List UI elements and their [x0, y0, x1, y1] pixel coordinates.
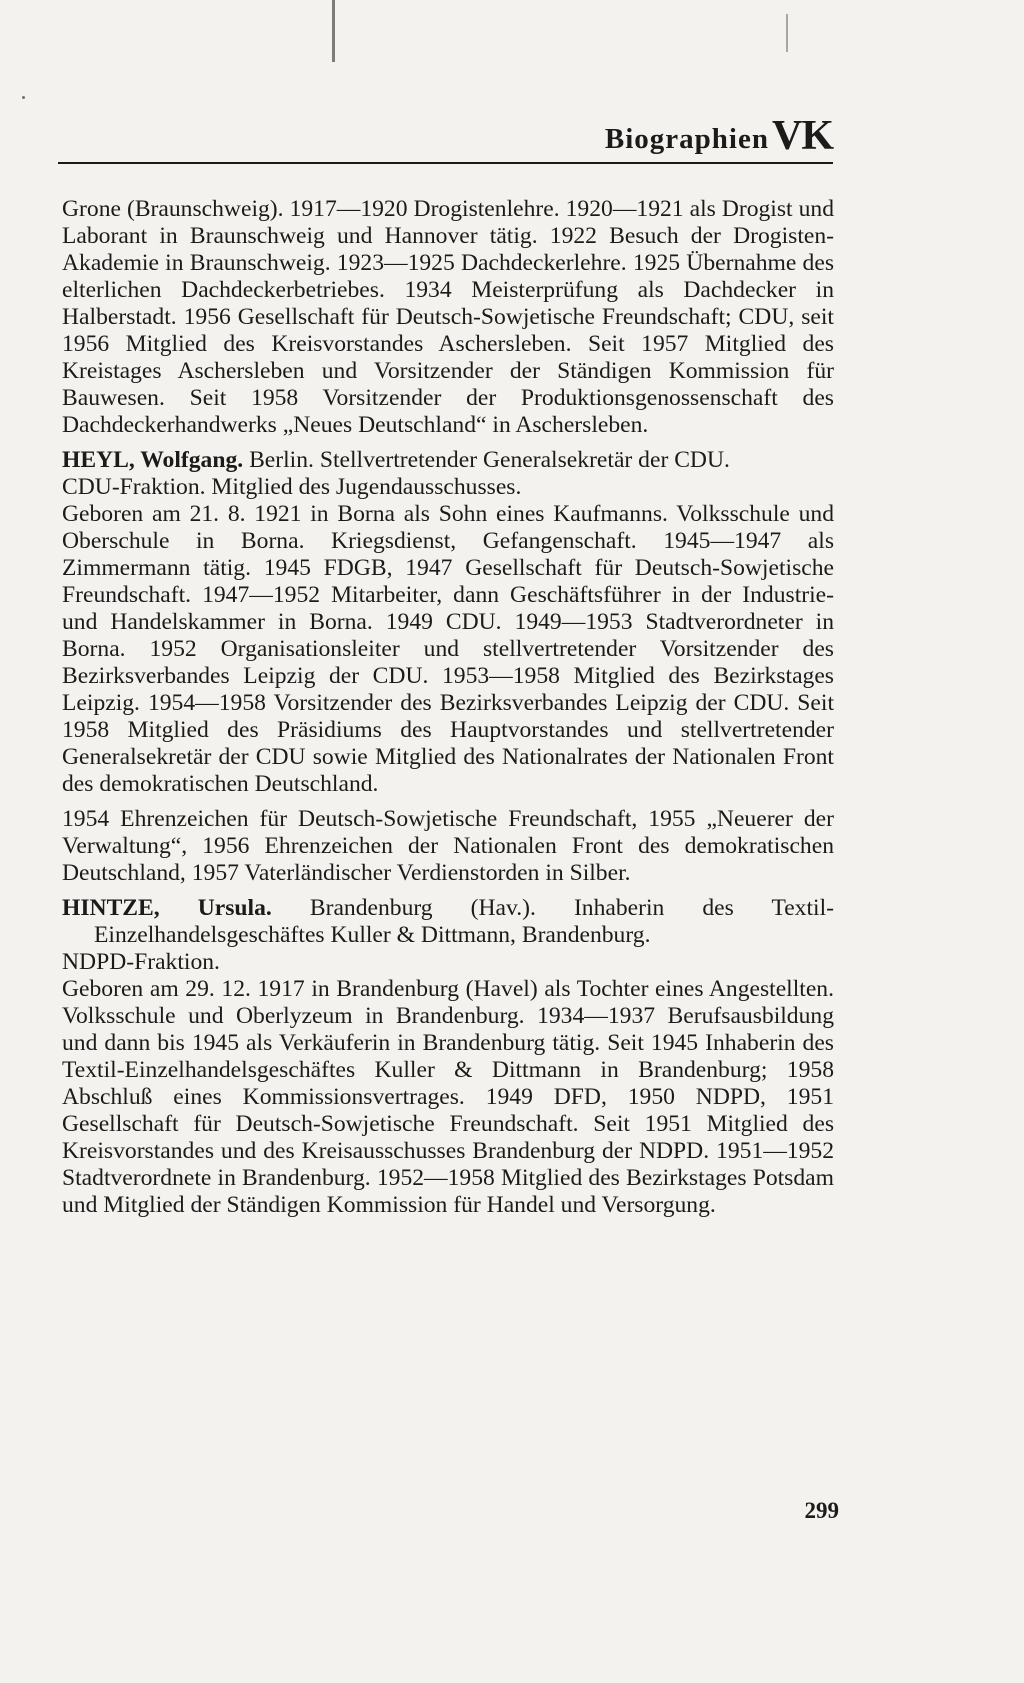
entry-heading-heyl	[62, 447, 834, 501]
entry-heading-hintze	[62, 895, 834, 976]
scan-mark	[22, 96, 25, 99]
entry-paragraph: 1954 Ehrenzeichen für Deutsch-Sowjetische Freundschaft, 1955 „Neuerer der Verwaltung“, 1956 Ehrenzeichen der Nationalen Front des demokratischen Deutschland, 1957 Vaterländischer Verdienstorden in Silber.	[62, 806, 834, 886]
scan-mark	[786, 14, 788, 52]
entry-heading-line: Berlin. Stellvertretender Generalsekretär der CDU.	[249, 447, 730, 473]
page-number: 299	[804, 1498, 839, 1523]
entry-heading-line: CDU-Fraktion. Mitglied des Jugendausschusses.	[62, 474, 522, 500]
entry-paragraph: Geboren am 29. 12. 1917 in Brandenburg (Havel) als Tochter eines Angestellten. Volksschule und Oberlyzeum in Brandenburg. 1934—1937 Berufsausbildung und dann bis 1945 als Verkäuferin in Brandenburg tätig. Seit 1945 Inhaberin des Textil-Einzelhandelsgeschäftes Kuller & Dittmann in Brandenburg; 1958 Abschluß eines Kommissionsvertrages. 1949 DFD, 1950 NDPD, 1951 Gesellschaft für Deutsch-Sowjetische Freundschaft. Seit 1951 Mitglied des Kreisvorstandes und des Kreisausschusses Brandenburg der NDPD. 1951—1952 Stadtverordnete in Brandenburg. 1952—1958 Mitglied des Bezirkstages Potsdam und Mitglied der Ständigen Kommission für Handel und Versorgung.	[62, 976, 834, 1218]
entry-name-heyl: HEYL, Wolfgang.	[62, 447, 244, 473]
entry-heading-line: NDPD-Fraktion.	[62, 949, 220, 975]
running-header-code: VK	[772, 113, 833, 159]
continuation-paragraph: Grone (Braunschweig). 1917—1920 Drogistenlehre. 1920—1921 als Drogist und Laborant in Braunschweig und Hannover tätig. 1922 Besuch der Drogisten-Akademie in Braunschweig. 1923—1925 Dachdeckerlehre. 1925 Übernahme des elterlichen Dachdeckerbetriebes. 1934 Meisterprüfung als Dachdecker in Halberstadt. 1956 Gesellschaft für Deutsch-Sowjetische Freundschaft; CDU, seit 1956 Mitglied des Kreisvorstandes Aschersleben. Seit 1957 Mitglied des Kreistages Aschersleben und Vorsitzender der Ständigen Kommission für Bauwesen. Seit 1958 Vorsitzender der Produktionsgenossenschaft des Dachdeckerhandwerks „Neues Deutschland“ in Aschersleben.	[62, 196, 834, 438]
entry-paragraph: Geboren am 21. 8. 1921 in Borna als Sohn eines Kaufmanns. Volksschule und Oberschule in Borna. Kriegsdienst, Gefangenschaft. 1945—1947 als Zimmermann tätig. 1945 FDGB, 1947 Gesellschaft für Deutsch-Sowjetische Freundschaft. 1947—1952 Mitarbeiter, dann Geschäftsführer in der Industrie- und Handelskammer in Borna. 1949 CDU. 1949—1953 Stadtverordneter in Borna. 1952 Organisationsleiter und stellvertretender Vorsitzender des Bezirksverbandes Leipzig der CDU. 1953—1958 Mitglied des Bezirkstages Leipzig. 1954—1958 Vorsitzender des Bezirksverbandes Leipzig der CDU. Seit 1958 Mitglied des Präsidiums des Hauptvorstandes und stellvertretender Generalsekretär der CDU sowie Mitglied des Nationalrates der Nationalen Front des demokratischen Deutschland.	[62, 501, 834, 797]
running-header	[58, 108, 833, 164]
running-header-title: Biographien	[604, 123, 769, 155]
scan-mark	[332, 0, 335, 62]
entry-name-hintze: HINTZE, Ursula.	[62, 895, 272, 921]
page-body	[62, 196, 834, 1219]
entry-heading-line: Brandenburg (Hav.). Inhaberin des Textil-Einzelhandelsgeschäftes Kuller & Dittmann, Brandenburg.	[94, 895, 835, 948]
